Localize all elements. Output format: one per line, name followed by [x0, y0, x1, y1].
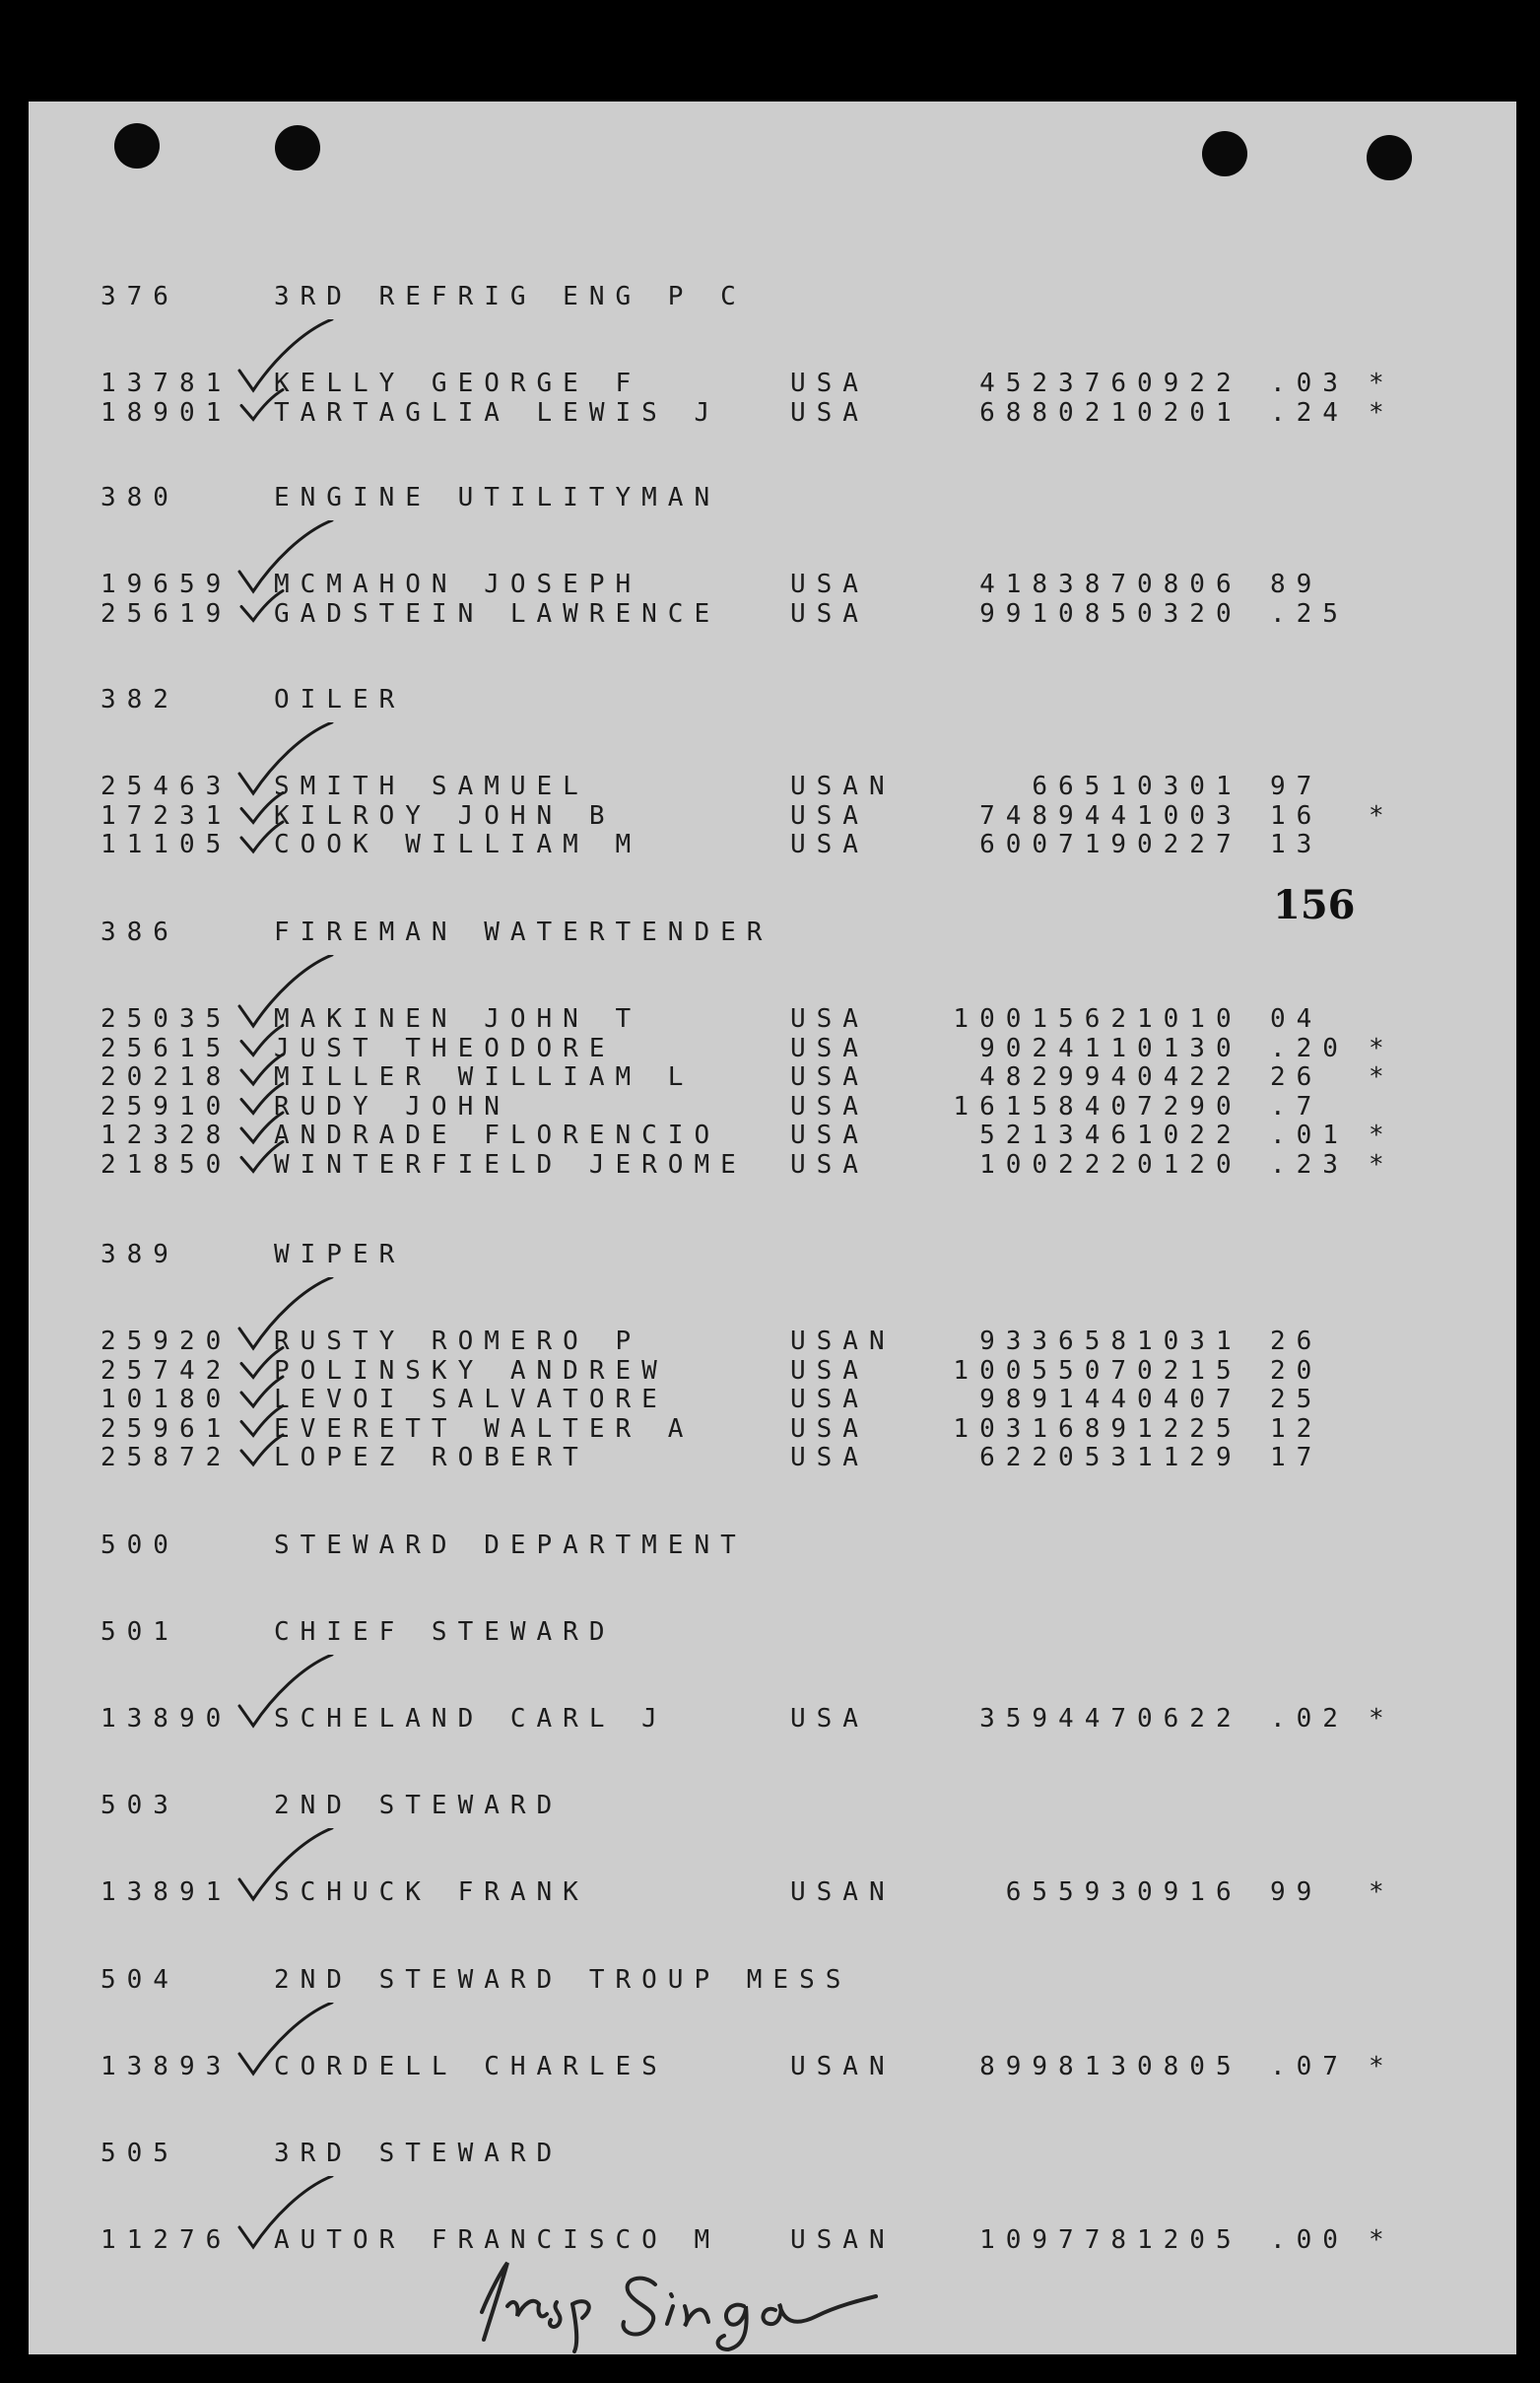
- date-code: 0407: [1137, 1385, 1242, 1414]
- document-number: 1005507: [953, 1355, 1137, 1386]
- section-code: 501: [100, 1617, 179, 1647]
- crew-number: 13893: [100, 2052, 233, 2081]
- document-number: 65593: [1005, 1877, 1137, 1907]
- section-code: 505: [100, 2139, 179, 2168]
- rate-code: .01: [1270, 1121, 1349, 1150]
- section-code: 380: [100, 483, 179, 512]
- section-code: 500: [100, 1531, 179, 1560]
- crew-name: CORDELL CHARLES: [274, 2052, 668, 2081]
- crew-name: EVERETT WALTER A: [274, 1413, 695, 1444]
- date-code: 0227: [1137, 830, 1242, 859]
- citizenship: USAN: [790, 1327, 896, 1356]
- date-code: 0215: [1137, 1355, 1242, 1386]
- crew-name: KELLY GEORGE F: [274, 369, 642, 398]
- crew-number: 25920: [100, 1327, 233, 1356]
- document-number: 100222: [979, 1149, 1137, 1180]
- rate-code: .20: [1270, 1033, 1349, 1063]
- section-title: 2ND STEWARD TROUP MESS: [274, 1965, 852, 1995]
- document-number: 6651: [1032, 772, 1137, 801]
- date-code: 0806: [1137, 570, 1242, 599]
- citizenship: USA: [790, 1443, 869, 1472]
- citizenship: USA: [790, 1149, 869, 1180]
- rate-code: 89: [1270, 570, 1323, 599]
- rate-code: .02: [1270, 1704, 1349, 1734]
- date-code: 0201: [1137, 397, 1242, 428]
- asterisk-mark: *: [1369, 2225, 1395, 2255]
- section-code: 386: [100, 918, 179, 947]
- document-number: 991085: [979, 598, 1137, 629]
- section-title: FIREMAN WATERTENDER: [274, 918, 773, 947]
- crew-number: 25615: [100, 1033, 233, 1063]
- check-mark-icon: [234, 722, 342, 859]
- citizenship: USA: [790, 570, 869, 599]
- date-code: 0422: [1137, 1062, 1242, 1092]
- citizenship: USAN: [790, 2225, 896, 2255]
- date-code: 0922: [1137, 369, 1242, 398]
- rate-code: 12: [1270, 1413, 1323, 1444]
- crew-number: 13890: [100, 1704, 233, 1734]
- date-code: 1003: [1137, 800, 1242, 831]
- section-title: WIPER: [274, 1240, 406, 1269]
- crew-name: MAKINEN JOHN T: [274, 1004, 642, 1034]
- crew-number: 12328: [100, 1121, 233, 1150]
- document-number: 622053: [979, 1443, 1137, 1472]
- inspector-signature: [462, 2245, 974, 2353]
- crew-name: JUST THEODORE: [274, 1033, 616, 1063]
- crew-number: 18901: [100, 397, 233, 428]
- section-title: 3RD REFRIG ENG P C: [274, 282, 747, 311]
- punch-hole: [275, 125, 320, 170]
- crew-number: 25463: [100, 772, 233, 801]
- check-mark-icon: [234, 955, 342, 1180]
- asterisk-mark: *: [1369, 2052, 1395, 2081]
- crew-name: SMITH SAMUEL: [274, 772, 589, 801]
- date-code: 1010: [1137, 1004, 1242, 1034]
- crew-number: 25961: [100, 1413, 233, 1444]
- asterisk-mark: *: [1369, 1704, 1395, 1734]
- section-title: STEWARD DEPARTMENT: [274, 1531, 747, 1560]
- crew-name: COOK WILLIAM M: [274, 830, 642, 859]
- section-code: 504: [100, 1965, 179, 1995]
- citizenship: USAN: [790, 2052, 896, 2081]
- crew-number: 25742: [100, 1355, 233, 1386]
- document-number: 418387: [979, 570, 1137, 599]
- rate-code: 20: [1270, 1355, 1323, 1386]
- crew-number: 11276: [100, 2225, 233, 2255]
- section-title: 2ND STEWARD: [274, 1791, 564, 1820]
- document-number: 989144: [979, 1385, 1137, 1414]
- citizenship: USA: [790, 800, 869, 831]
- punch-hole: [1367, 135, 1412, 180]
- rate-code: .7: [1270, 1091, 1323, 1122]
- crew-name: ANDRADE FLORENCIO: [274, 1121, 721, 1150]
- date-code: 0916: [1137, 1877, 1242, 1907]
- rate-code: .07: [1270, 2052, 1349, 2081]
- document-number: 1615840: [953, 1091, 1137, 1122]
- document-number: 1001562: [953, 1004, 1137, 1034]
- rate-code: .00: [1270, 2225, 1349, 2255]
- crew-name: SCHELAND CARL J: [274, 1704, 668, 1734]
- section-code: 376: [100, 282, 179, 311]
- date-code: 1031: [1137, 1327, 1242, 1356]
- section-title: ENGINE UTILITYMAN: [274, 483, 721, 512]
- crew-number: 25619: [100, 598, 233, 629]
- crew-name: GADSTEIN LAWRENCE: [274, 598, 721, 629]
- punch-hole: [114, 123, 160, 169]
- citizenship: USA: [790, 598, 869, 629]
- asterisk-mark: *: [1369, 1149, 1395, 1180]
- citizenship: USAN: [790, 1877, 896, 1907]
- date-code: 1129: [1137, 1443, 1242, 1472]
- section-title: 3RD STEWARD: [274, 2139, 564, 2168]
- citizenship: USA: [790, 1062, 869, 1092]
- crew-number: 25035: [100, 1004, 233, 1034]
- document-number: 933658: [979, 1327, 1137, 1356]
- rate-code: .25: [1270, 598, 1349, 629]
- crew-name: SCHUCK FRANK: [274, 1877, 589, 1907]
- check-mark-icon: [234, 1655, 342, 1734]
- date-code: 1022: [1137, 1121, 1242, 1150]
- document-number: 688021: [979, 397, 1137, 428]
- date-code: 1225: [1137, 1413, 1242, 1444]
- date-code: 0301: [1137, 772, 1242, 801]
- section-title: CHIEF STEWARD: [274, 1617, 616, 1647]
- rate-code: 04: [1270, 1004, 1323, 1034]
- asterisk-mark: *: [1369, 1033, 1395, 1063]
- rate-code: 17: [1270, 1443, 1323, 1472]
- date-code: 0120: [1137, 1149, 1242, 1180]
- crew-name: POLINSKY ANDREW: [274, 1355, 668, 1386]
- citizenship: USA: [790, 1121, 869, 1150]
- citizenship: USA: [790, 1004, 869, 1034]
- rate-code: 13: [1270, 830, 1323, 859]
- document-number: 600719: [979, 830, 1137, 859]
- document-number: 482994: [979, 1062, 1137, 1092]
- crew-number: 21850: [100, 1149, 233, 1180]
- asterisk-mark: *: [1369, 800, 1395, 831]
- crew-name: MCMAHON JOSEPH: [274, 570, 642, 599]
- document-number: 359447: [979, 1704, 1137, 1734]
- check-mark-icon: [234, 520, 342, 629]
- check-mark-icon: [234, 2003, 342, 2081]
- asterisk-mark: *: [1369, 397, 1395, 428]
- rate-code: 26: [1270, 1327, 1323, 1356]
- rate-code: 99: [1270, 1877, 1323, 1907]
- check-mark-icon: [234, 319, 342, 428]
- crew-number: 10180: [100, 1385, 233, 1414]
- document-number: 109778: [979, 2225, 1137, 2255]
- crew-name: LOPEZ ROBERT: [274, 1443, 589, 1472]
- check-mark-icon: [234, 1277, 342, 1472]
- citizenship: USA: [790, 1413, 869, 1444]
- crew-number: 25910: [100, 1091, 233, 1122]
- asterisk-mark: *: [1369, 1877, 1395, 1907]
- crew-number: 13781: [100, 369, 233, 398]
- rate-code: 26: [1270, 1062, 1323, 1092]
- rate-code: 16: [1270, 800, 1323, 831]
- section-code: 503: [100, 1791, 179, 1820]
- citizenship: USA: [790, 397, 869, 428]
- rate-code: 25: [1270, 1385, 1323, 1414]
- document-number: 1031689: [953, 1413, 1137, 1444]
- check-mark-icon: [234, 1828, 342, 1907]
- document-number: 521346: [979, 1121, 1137, 1150]
- citizenship: USA: [790, 830, 869, 859]
- citizenship: USA: [790, 1704, 869, 1734]
- date-code: 0130: [1137, 1033, 1242, 1063]
- crew-number: 13891: [100, 1877, 233, 1907]
- check-mark-icon: [234, 2176, 342, 2255]
- section-title: OILER: [274, 685, 406, 715]
- punch-hole: [1202, 131, 1247, 176]
- asterisk-mark: *: [1369, 369, 1395, 398]
- crew-name: MILLER WILLIAM L: [274, 1062, 695, 1092]
- rate-code: .24: [1270, 397, 1349, 428]
- crew-name: RUDY JOHN: [274, 1091, 510, 1122]
- citizenship: USA: [790, 1355, 869, 1386]
- page-number: 156: [1273, 882, 1356, 928]
- rate-code: .23: [1270, 1149, 1349, 1180]
- crew-name: KILROY JOHN B: [274, 800, 616, 831]
- citizenship: USAN: [790, 772, 896, 801]
- document-number: 902411: [979, 1033, 1137, 1063]
- date-code: 1205: [1137, 2225, 1242, 2255]
- crew-number: 25872: [100, 1443, 233, 1472]
- crew-number: 19659: [100, 570, 233, 599]
- rate-code: 97: [1270, 772, 1323, 801]
- crew-name: TARTAGLIA LEWIS J: [274, 397, 721, 428]
- document-number: 452376: [979, 369, 1137, 398]
- rate-code: .03: [1270, 369, 1349, 398]
- date-code: 0320: [1137, 598, 1242, 629]
- section-code: 389: [100, 1240, 179, 1269]
- crew-name: RUSTY ROMERO P: [274, 1327, 642, 1356]
- section-code: 382: [100, 685, 179, 715]
- crew-name: WINTERFIELD JEROME: [274, 1149, 747, 1180]
- crew-name: AUTOR FRANCISCO M: [274, 2225, 721, 2255]
- crew-number: 17231: [100, 800, 233, 831]
- crew-number: 20218: [100, 1062, 233, 1092]
- document-number: 899813: [979, 2052, 1137, 2081]
- citizenship: USA: [790, 1033, 869, 1063]
- crew-number: 11105: [100, 830, 233, 859]
- asterisk-mark: *: [1369, 1062, 1395, 1092]
- date-code: 0805: [1137, 2052, 1242, 2081]
- citizenship: USA: [790, 1385, 869, 1414]
- asterisk-mark: *: [1369, 1121, 1395, 1150]
- date-code: 0622: [1137, 1704, 1242, 1734]
- date-code: 7290: [1137, 1091, 1242, 1122]
- citizenship: USA: [790, 1091, 869, 1122]
- crew-name: LEVOI SALVATORE: [274, 1385, 668, 1414]
- document-number: 748944: [979, 800, 1137, 831]
- document-page: [29, 102, 1516, 2354]
- citizenship: USA: [790, 369, 869, 398]
